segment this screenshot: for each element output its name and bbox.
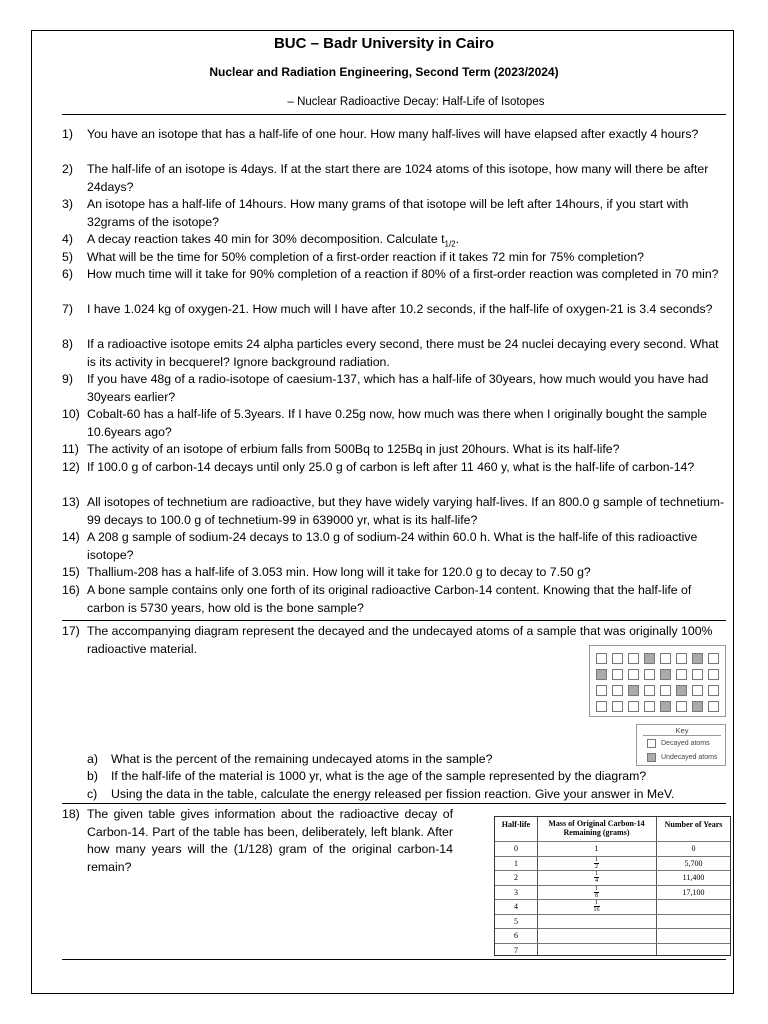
- atom-key: [636, 724, 726, 766]
- decayed-swatch: [647, 739, 656, 748]
- fraction-denominator: 4: [595, 878, 598, 884]
- half-life-cell: 0: [514, 844, 518, 853]
- mass-cell: 1: [594, 844, 599, 853]
- table-header-cell: Mass of Original Carbon-14 Remaining (grams): [548, 819, 645, 837]
- question-text: How much time will it take for 90% completion of a reaction if 80% of a first-order reaction was completed in 70 min?: [87, 267, 719, 281]
- fraction: [594, 857, 599, 870]
- table-header-cell: Half-life: [501, 820, 531, 829]
- decayed-label: Decayed atoms: [661, 740, 710, 747]
- fraction: [594, 871, 599, 884]
- half-life-cell: 7: [514, 945, 518, 955]
- decayed-atom: [628, 701, 639, 712]
- undecayed-atom: [692, 701, 703, 712]
- subpart-text: Using the data in the table, calculate the energy released per fission reaction. Give your answer in MeV.: [111, 787, 675, 801]
- half-life-cell: 5: [514, 916, 518, 926]
- carbon14-table: [494, 816, 731, 956]
- fraction-denominator: 16: [593, 907, 600, 913]
- question-number: 16): [62, 583, 80, 597]
- decayed-atom: [692, 685, 703, 696]
- mass-cell: [537, 900, 656, 913]
- question-text: Thallium-208 has a half-life of 3.053 min. How long will it take for 120.0 g to decay to 7.50 g?: [87, 565, 591, 579]
- half-life-cell: 6: [514, 931, 518, 940]
- fraction: [594, 900, 600, 913]
- undecayed-atom: [676, 685, 687, 696]
- question-number: 6): [62, 267, 73, 281]
- question-number: 17): [62, 624, 80, 638]
- years-cell: 11,400: [682, 873, 705, 882]
- topic-title: [0, 96, 768, 108]
- question-text: What will be the time for 50% completion of a first-order reaction if it takes 72 min for 75% completion?: [87, 250, 645, 264]
- table-row-line: [495, 943, 730, 944]
- decayed-atom: [660, 685, 671, 696]
- question-number: 4): [62, 232, 73, 246]
- fraction-denominator: 2: [595, 863, 598, 870]
- years-cell: 17,100: [682, 887, 705, 897]
- question-text: A decay reaction takes 40 min for 30% decomposition. Calculate $t_{1/2}$.: [87, 232, 460, 249]
- subscript: 1/2: [444, 239, 456, 249]
- undecayed-label: Undecayed atoms: [661, 754, 718, 761]
- question-text: If you have 48g of a radio-isotope of caesium-137, which has a half-life of 30years, how much would you have had 30years earlier?: [87, 372, 709, 404]
- table-header-cell: Number of Years: [664, 820, 723, 829]
- question-text: All isotopes of technetium are radioactive, but they have widely varying half-lives. If an 800.0 g sample of technetium-99 decays to 100.0 g of technetium-99 in 639000 yr, what is its half-life?: [87, 495, 725, 527]
- question-number: 12): [62, 460, 80, 474]
- table-row-line: [495, 928, 730, 929]
- subpart-label: a): [87, 752, 98, 766]
- question-number: 14): [62, 530, 80, 544]
- question-text: I have 1.024 kg of oxygen-21. How much will I have after 10.2 seconds, if the half-life of oxygen-21 is 3.4 seconds?: [87, 302, 713, 316]
- question-text: The half-life of an isotope is 4days. If at the start there are 1024 atoms of this isotope, how many will there be after 24days?: [87, 162, 709, 194]
- half-life-cell: 4: [514, 902, 518, 911]
- q18-divider: [62, 803, 726, 804]
- question-number: 13): [62, 495, 80, 509]
- decayed-atom: [628, 653, 639, 664]
- table-row-line: [495, 914, 730, 915]
- mass-cell: [537, 871, 656, 884]
- decayed-atom: [596, 653, 607, 664]
- years-cell: 5,700: [684, 858, 703, 868]
- mass-cell: [537, 857, 656, 870]
- undecayed-atom: [660, 701, 671, 712]
- question-number: 18): [62, 807, 80, 821]
- decayed-atom: [612, 685, 623, 696]
- fraction-numerator: 1: [595, 856, 598, 863]
- question-number: 3): [62, 197, 73, 211]
- question-text: The given table gives information about the radioactive decay of Carbon-14. Part of the table has been, deliberately, left blank. After how many years will the (1/128) gram of the original carbon-14 remain?: [87, 807, 453, 874]
- header-divider: [62, 114, 726, 115]
- subpart-label: b): [87, 769, 98, 783]
- decayed-atom: [644, 685, 655, 696]
- question-number: 11): [62, 442, 79, 456]
- key-title: Key: [675, 726, 689, 735]
- question-text: An isotope has a half-life of 14hours. How many grams of that isotope will be left after 14hours, if you start with 32grams of the isotope?: [87, 197, 689, 229]
- atom-diagram: [589, 645, 726, 717]
- subpart-text: What is the percent of the remaining undecayed atoms in the sample?: [111, 752, 493, 766]
- decayed-atom: [612, 653, 623, 664]
- undecayed-atom: [660, 669, 671, 680]
- decayed-atom: [708, 701, 719, 712]
- half-life-cell: 2: [514, 873, 518, 882]
- fraction-numerator: 1: [595, 885, 598, 892]
- undecayed-swatch: [647, 753, 656, 762]
- question-text: If 100.0 g of carbon-14 decays until only 25.0 g of carbon is left after 11 460 y, what is the half-life of carbon-14?: [87, 460, 695, 474]
- fraction: [594, 886, 599, 899]
- half-life-cell: 1: [514, 858, 518, 868]
- decayed-atom: [676, 669, 687, 680]
- topic-text: – Nuclear Radioactive Decay: Half-Life of Isotopes: [287, 96, 545, 108]
- decayed-atom: [676, 701, 687, 712]
- half-life-cell: 3: [514, 887, 518, 897]
- decayed-atom: [692, 669, 703, 680]
- decayed-atom: [660, 653, 671, 664]
- mass-cell: [537, 886, 656, 899]
- question-number: 2): [62, 162, 73, 176]
- decayed-atom: [644, 701, 655, 712]
- question-text: If a radioactive isotope emits 24 alpha particles every second, there must be 24 nuclei decaying every second. What is its activity in becquerel? Ignore background radiation.: [87, 337, 719, 369]
- question-text: You have an isotope that has a half-life of one hour. How many half-lives will have elapsed after exactly 4 hours?: [87, 127, 699, 141]
- decayed-atom: [708, 653, 719, 664]
- question-number: 8): [62, 337, 73, 351]
- q17-divider: [62, 620, 726, 621]
- university-title: BUC – Badr University in Cairo: [273, 35, 495, 52]
- fraction-denominator: 8: [595, 892, 598, 899]
- subpart-text: If the half-life of the material is 1000 yr, what is the age of the sample represented by the diagram?: [111, 769, 647, 783]
- question-number: 7): [62, 302, 73, 316]
- undecayed-atom: [596, 669, 607, 680]
- decayed-atom: [596, 701, 607, 712]
- subpart-label: c): [87, 787, 98, 801]
- decayed-atom: [676, 653, 687, 664]
- decayed-atom: [628, 669, 639, 680]
- question-number: 9): [62, 372, 73, 386]
- table-column-line: [656, 817, 657, 955]
- fraction-numerator: 1: [595, 900, 598, 906]
- years-cell: 0: [691, 844, 696, 853]
- decayed-atom: [644, 669, 655, 680]
- question-text: A 208 g sample of sodium-24 decays to 13.0 g of sodium-24 within 60.0 h. What is the half-life of this radioactive isotope?: [87, 530, 698, 562]
- question-text: The activity of an isotope of erbium falls from 500Bq to 125Bq in just 20hours. What is its half-life?: [87, 442, 620, 456]
- question-text: A bone sample contains only one forth of its original radioactive Carbon-14 content. Knowing that the half-life of carbon is 5730 years, how old is the bone sample?: [87, 583, 692, 615]
- question-text: The accompanying diagram represent the decayed and the undecayed atoms of a sample that was originally 100% radioactive material.: [87, 624, 713, 656]
- question-text: Cobalt-60 has a half-life of 5.3years. If I have 0.25g now, how much was there when I originally bought the sample 10.6years ago?: [87, 407, 707, 439]
- question-number: 10): [62, 407, 80, 421]
- question-number: 1): [62, 127, 73, 141]
- decayed-atom: [596, 685, 607, 696]
- fraction-numerator: 1: [595, 871, 598, 877]
- question-number: 5): [62, 250, 73, 264]
- undecayed-atom: [692, 653, 703, 664]
- undecayed-atom: [644, 653, 655, 664]
- decayed-atom: [708, 685, 719, 696]
- key-divider: [643, 735, 721, 736]
- undecayed-atom: [628, 685, 639, 696]
- decayed-atom: [708, 669, 719, 680]
- decayed-atom: [612, 669, 623, 680]
- bottom-divider: [62, 959, 726, 960]
- table-row-line: [495, 841, 730, 842]
- question-number: 15): [62, 565, 80, 579]
- decayed-atom: [612, 701, 623, 712]
- course-title: Nuclear and Radiation Engineering, Second Term (2023/2024): [209, 65, 559, 79]
